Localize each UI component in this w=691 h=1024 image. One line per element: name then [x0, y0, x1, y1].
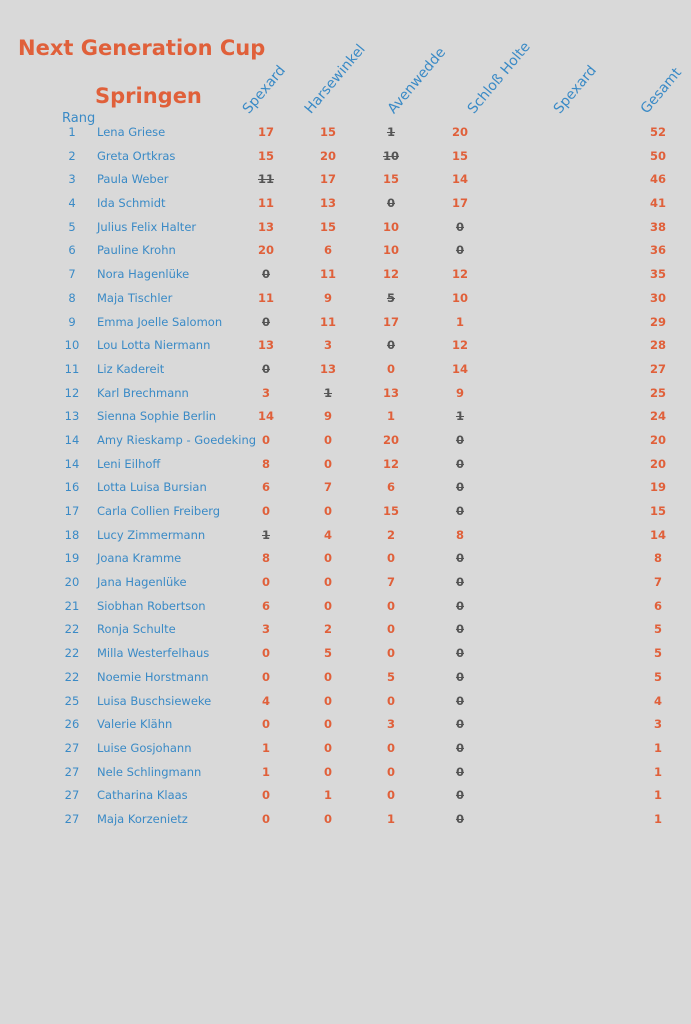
total-cell: 5 [653, 622, 662, 637]
total-cell: 50 [649, 148, 666, 163]
rank-cell: 6 [68, 243, 76, 258]
score-cell: 0 [323, 693, 332, 708]
results-table [0, 121, 691, 832]
rider-name-cell: Leni Eilhoff [97, 456, 161, 471]
rank-cell: 22 [64, 669, 80, 684]
total-cell: 1 [653, 740, 662, 755]
table-row [0, 216, 691, 240]
total-cell: 1 [653, 788, 662, 803]
rider-name-cell: Lou Lotta Niermann [97, 338, 211, 353]
score-cell: 15 [451, 148, 468, 163]
rank-cell: 8 [68, 290, 76, 305]
score-cell: 10 [382, 219, 399, 234]
column-header-spexard-1: Spexard [239, 62, 289, 117]
struck-score-cell: 0 [455, 456, 464, 471]
rider-name-cell: Jana Hagenlüke [97, 575, 187, 590]
score-cell: 9 [323, 409, 332, 424]
score-cell: 13 [382, 385, 399, 400]
rank-cell: 22 [64, 646, 80, 661]
score-cell: 0 [261, 669, 270, 684]
rank-cell: 26 [64, 717, 80, 732]
score-cell: 6 [386, 480, 395, 495]
struck-score-cell: 0 [455, 480, 464, 495]
table-row [0, 642, 691, 666]
struck-score-cell: 0 [455, 717, 464, 732]
score-cell: 13 [257, 219, 274, 234]
score-cell: 1 [323, 788, 332, 803]
score-cell: 9 [323, 290, 332, 305]
table-row [0, 618, 691, 642]
total-cell: 1 [653, 811, 662, 826]
rank-cell: 7 [68, 267, 76, 282]
score-cell: 11 [319, 267, 336, 282]
struck-score-cell: 0 [455, 693, 464, 708]
table-row [0, 476, 691, 500]
rider-name-cell: Carla Collien Freiberg [97, 504, 221, 518]
score-cell: 14 [451, 172, 468, 187]
rider-name-cell: Ida Schmidt [97, 196, 166, 211]
score-cell: 0 [323, 504, 332, 518]
score-cell: 10 [451, 290, 468, 305]
total-cell: 41 [649, 196, 666, 211]
score-cell: 5 [323, 646, 332, 661]
score-cell: 0 [323, 598, 332, 613]
rank-cell: 14 [64, 432, 80, 447]
total-cell: 19 [649, 480, 666, 495]
total-cell: 25 [649, 385, 666, 400]
table-row [0, 524, 691, 548]
column-header-gesamt: Gesamt [637, 64, 686, 117]
total-cell: 4 [653, 693, 662, 708]
score-cell: 0 [386, 551, 395, 566]
table-row [0, 382, 691, 406]
struck-score-cell: 0 [261, 314, 270, 329]
score-cell: 0 [386, 622, 395, 637]
column-header-harsewinkel: Harsewinkel [301, 41, 369, 118]
score-cell: 0 [386, 646, 395, 661]
rider-name-cell: Luisa Buschsieweke [97, 693, 212, 708]
rank-cell: 14 [64, 456, 80, 471]
rider-name-cell: Joana Kramme [97, 551, 182, 566]
total-cell: 20 [649, 456, 666, 471]
table-row [0, 168, 691, 192]
total-cell: 36 [649, 243, 666, 258]
page-title: Next Generation Cup [18, 36, 266, 60]
total-cell: 5 [653, 669, 662, 684]
total-cell: 30 [649, 290, 666, 305]
rank-cell: 13 [64, 409, 80, 424]
score-cell: 15 [382, 172, 399, 187]
struck-score-cell: 0 [261, 267, 270, 282]
struck-score-cell: 1 [261, 527, 270, 542]
rank-cell: 22 [64, 622, 80, 637]
column-header-schloss-holte: Schloß Holte [464, 39, 534, 117]
struck-score-cell: 0 [455, 669, 464, 684]
total-cell: 29 [649, 314, 666, 329]
struck-score-cell: 1 [455, 409, 464, 424]
table-row [0, 334, 691, 358]
score-cell: 14 [257, 409, 274, 424]
score-cell: 0 [323, 432, 332, 447]
score-cell: 17 [382, 314, 399, 329]
total-cell: 14 [649, 527, 666, 542]
score-cell: 1 [261, 764, 270, 779]
total-cell: 28 [649, 338, 666, 353]
struck-score-cell: 0 [261, 361, 270, 376]
total-cell: 35 [649, 267, 666, 282]
struck-score-cell: 0 [455, 243, 464, 258]
score-cell: 1 [386, 811, 395, 826]
score-cell: 0 [323, 669, 332, 684]
rank-cell: 27 [64, 788, 80, 803]
rank-cell: 12 [64, 385, 80, 400]
score-cell: 0 [323, 456, 332, 471]
table-row [0, 239, 691, 263]
page-subtitle: Springen [95, 84, 202, 108]
table-row [0, 666, 691, 690]
rider-name-cell: Pauline Krohn [97, 243, 176, 258]
rider-name-cell: Milla Westerfelhaus [97, 646, 210, 661]
rider-name-cell: Liz Kadereit [97, 361, 165, 376]
table-row [0, 595, 691, 619]
score-cell: 0 [323, 551, 332, 566]
score-cell: 0 [323, 575, 332, 590]
table-row [0, 429, 691, 453]
table-row [0, 358, 691, 382]
score-cell: 9 [455, 385, 464, 400]
score-cell: 0 [386, 361, 395, 376]
rank-column-header: Rang [62, 111, 96, 126]
rider-name-cell: Valerie Klähn [97, 717, 173, 732]
score-cell: 15 [319, 219, 336, 234]
score-cell: 0 [386, 788, 395, 803]
rider-name-cell: Nele Schlingmann [97, 764, 202, 779]
total-cell: 52 [649, 125, 666, 139]
score-cell: 8 [261, 551, 270, 566]
struck-score-cell: 10 [382, 148, 399, 163]
score-cell: 0 [386, 740, 395, 755]
score-cell: 6 [261, 480, 270, 495]
struck-score-cell: 0 [455, 646, 464, 661]
score-cell: 0 [386, 764, 395, 779]
rank-cell: 20 [64, 575, 80, 590]
struck-score-cell: 0 [455, 622, 464, 637]
score-cell: 8 [455, 527, 464, 542]
score-cell: 12 [382, 456, 399, 471]
score-cell: 0 [261, 646, 270, 661]
struck-score-cell: 0 [455, 764, 464, 779]
score-cell: 1 [455, 314, 464, 329]
rank-cell: 21 [64, 598, 80, 613]
score-cell: 11 [319, 314, 336, 329]
score-cell: 1 [386, 409, 395, 424]
table-row [0, 713, 691, 737]
rank-cell: 4 [68, 196, 76, 211]
rider-name-cell: Emma Joelle Salomon [97, 314, 223, 329]
score-cell: 17 [319, 172, 336, 187]
table-row [0, 571, 691, 595]
total-cell: 38 [649, 219, 666, 234]
rider-name-cell: Siobhan Robertson [97, 598, 206, 613]
table-row [0, 453, 691, 477]
score-cell: 4 [323, 527, 332, 542]
rank-cell: 19 [64, 551, 80, 566]
total-cell: 15 [649, 504, 666, 518]
score-cell: 4 [261, 693, 270, 708]
table-row [0, 311, 691, 335]
struck-score-cell: 0 [455, 432, 464, 447]
total-cell: 24 [649, 409, 666, 424]
total-cell: 7 [653, 575, 662, 590]
rider-name-cell: Paula Weber [97, 172, 169, 187]
score-cell: 0 [386, 693, 395, 708]
score-cell: 17 [257, 125, 274, 139]
score-cell: 15 [319, 125, 336, 139]
struck-score-cell: 0 [455, 219, 464, 234]
rank-cell: 27 [64, 811, 80, 826]
rank-cell: 11 [64, 361, 80, 376]
rider-name-cell: Maja Korzenietz [97, 811, 188, 826]
struck-score-cell: 0 [455, 504, 464, 518]
rank-cell: 3 [68, 172, 76, 187]
table-row [0, 287, 691, 311]
rider-name-cell: Lotta Luisa Bursian [97, 480, 207, 495]
total-cell: 46 [649, 172, 666, 187]
struck-score-cell: 11 [257, 172, 274, 187]
score-cell: 6 [323, 243, 332, 258]
table-row [0, 808, 691, 832]
table-row [0, 784, 691, 808]
score-cell: 12 [382, 267, 399, 282]
rank-cell: 27 [64, 764, 80, 779]
rank-cell: 1 [68, 125, 76, 139]
score-cell: 3 [261, 385, 270, 400]
score-cell: 20 [257, 243, 274, 258]
score-cell: 11 [257, 290, 274, 305]
rank-cell: 18 [64, 527, 80, 542]
struck-score-cell: 0 [455, 740, 464, 755]
score-cell: 0 [323, 717, 332, 732]
score-cell: 0 [261, 575, 270, 590]
rider-name-cell: Nora Hagenlüke [97, 267, 190, 282]
score-cell: 15 [382, 504, 399, 518]
table-row [0, 500, 691, 524]
score-cell: 15 [257, 148, 274, 163]
rider-name-cell: Ronja Schulte [97, 622, 176, 637]
table-row [0, 761, 691, 785]
rider-name-cell: Maja Tischler [97, 290, 173, 305]
score-cell: 0 [323, 740, 332, 755]
column-header-spexard-2: Spexard [550, 62, 600, 117]
score-cell: 20 [319, 148, 336, 163]
score-cell: 13 [319, 196, 336, 211]
rider-name-cell: Luise Gosjohann [97, 740, 192, 755]
score-cell: 6 [261, 598, 270, 613]
table-row [0, 192, 691, 216]
struck-score-cell: 0 [455, 575, 464, 590]
rider-name-cell: Greta Ortkras [97, 148, 176, 163]
struck-score-cell: 0 [386, 196, 395, 211]
struck-score-cell: 0 [455, 551, 464, 566]
struck-score-cell: 0 [386, 338, 395, 353]
score-cell: 3 [323, 338, 332, 353]
score-cell: 5 [386, 669, 395, 684]
score-cell: 20 [451, 125, 468, 139]
total-cell: 8 [653, 551, 662, 566]
score-cell: 12 [451, 338, 468, 353]
rider-name-cell: Karl Brechmann [97, 385, 189, 400]
rank-cell: 25 [64, 693, 80, 708]
total-cell: 1 [653, 764, 662, 779]
struck-score-cell: 0 [455, 811, 464, 826]
score-cell: 14 [451, 361, 468, 376]
total-cell: 3 [653, 717, 662, 732]
score-cell: 13 [319, 361, 336, 376]
score-cell: 0 [261, 717, 270, 732]
table-row [0, 737, 691, 761]
score-cell: 7 [386, 575, 395, 590]
score-cell: 0 [323, 764, 332, 779]
rider-name-cell: Noemie Horstmann [97, 669, 209, 684]
total-cell: 20 [649, 432, 666, 447]
struck-score-cell: 0 [455, 598, 464, 613]
score-cell: 0 [261, 504, 270, 518]
score-cell: 17 [451, 196, 468, 211]
rank-cell: 2 [68, 148, 76, 163]
score-cell: 13 [257, 338, 274, 353]
score-cell: 2 [323, 622, 332, 637]
struck-score-cell: 1 [323, 385, 332, 400]
rank-cell: 16 [64, 480, 80, 495]
score-cell: 3 [386, 717, 395, 732]
score-cell: 3 [261, 622, 270, 637]
rank-cell: 9 [68, 314, 76, 329]
table-row [0, 547, 691, 571]
rank-cell: 27 [64, 740, 80, 755]
score-cell: 0 [386, 598, 395, 613]
score-cell: 0 [261, 788, 270, 803]
rider-name-cell: Catharina Klaas [97, 788, 188, 803]
rank-cell: 5 [68, 219, 76, 234]
score-cell: 10 [382, 243, 399, 258]
rider-name-cell: Amy Rieskamp - Goedeking [97, 432, 257, 447]
table-row [0, 263, 691, 287]
table-row [0, 405, 691, 429]
rank-cell: 17 [64, 504, 80, 518]
score-cell: 0 [261, 811, 270, 826]
rank-cell: 10 [64, 338, 80, 353]
struck-score-cell: 0 [455, 788, 464, 803]
rider-name-cell: Julius Felix Halter [97, 219, 197, 234]
table-row [0, 121, 691, 145]
score-cell: 2 [386, 527, 395, 542]
column-header-avenwedde: Avenwedde [384, 44, 450, 118]
score-cell: 0 [323, 811, 332, 826]
table-row [0, 145, 691, 169]
score-cell: 11 [257, 196, 274, 211]
score-cell: 20 [382, 432, 399, 447]
total-cell: 27 [649, 361, 666, 376]
score-cell: 12 [451, 267, 468, 282]
rider-name-cell: Lucy Zimmermann [97, 527, 206, 542]
total-cell: 5 [653, 646, 662, 661]
score-cell: 8 [261, 456, 270, 471]
struck-score-cell: 1 [386, 125, 395, 139]
score-cell: 7 [323, 480, 332, 495]
total-cell: 6 [653, 598, 662, 613]
score-cell: 1 [261, 740, 270, 755]
score-cell: 0 [261, 432, 270, 447]
table-row [0, 690, 691, 714]
rider-name-cell: Sienna Sophie Berlin [97, 409, 217, 424]
struck-score-cell: 5 [386, 290, 395, 305]
rider-name-cell: Lena Griese [97, 125, 166, 139]
